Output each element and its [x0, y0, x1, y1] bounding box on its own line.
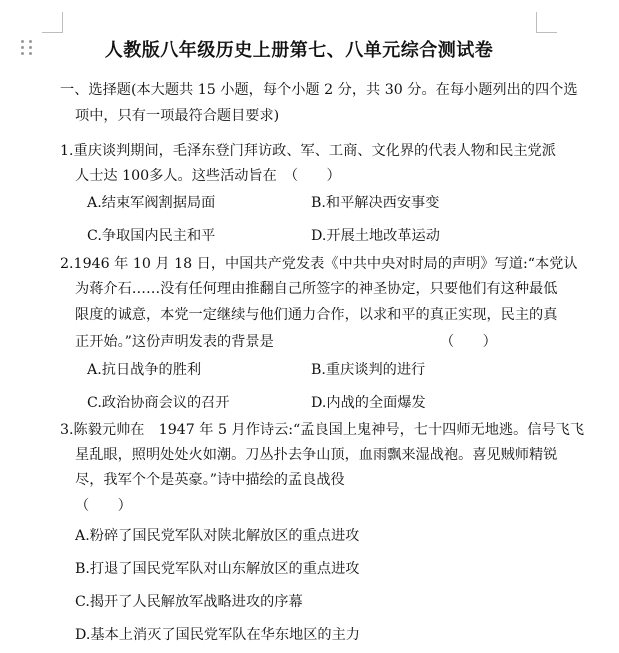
question-2-option-b: B.重庆谈判的进行 — [311, 362, 426, 378]
question-2-stem: 2.1946 年 10 月 18 日，中国共产党发表《中共中央对时局的声明》写道:“本党认 — [60, 256, 578, 272]
question-1-option-c: C.争取国内民主和平 — [87, 228, 216, 244]
question-3-stem-line2: 星乱眼，照明处处火如潮。刀丛扑去争山顶，血雨飘来湿战袍。喜见贼师精锐 — [75, 447, 558, 463]
drag-handle-icon[interactable] — [21, 40, 33, 54]
question-2-option-d: D.内战的全面爆发 — [311, 395, 426, 411]
section-heading: 一、选择题(本大题共 15 小题，每个小题 2 分，共 30 分。在每小题列出的四个选 — [60, 82, 578, 98]
question-1-stem: 1.重庆谈判期间，毛泽东登门拜访政、军、工商、文化界的代表人物和民主党派 — [60, 143, 556, 159]
page-corner-mark-top-right — [536, 12, 557, 33]
question-3-option-b: B.打退了国民党军队对山东解放区的重点进攻 — [75, 561, 360, 577]
question-2-stem-line2: 为蒋介石……没有任何理由推翻自己所签字的神圣协定，只要他们有这种最低 — [75, 281, 558, 297]
question-2-option-c: C.政治协商会议的召开 — [87, 395, 230, 411]
question-1-option-b: B.和平解决西安事变 — [311, 195, 440, 211]
section-heading-cont: 项中，只有一项最符合题目要求) — [75, 108, 280, 124]
question-1-option-d: D.开展土地改革运动 — [311, 228, 440, 244]
question-1-stem-cont: 人士达 100多人。这些活动旨在 （ ） — [75, 168, 341, 184]
question-2-answer-blank: （ ） — [440, 334, 497, 350]
question-2-stem-line4: 正开始。”这份声明发表的背景是 — [75, 334, 274, 350]
question-3-option-c: C.揭开了人民解放军战略进攻的序幕 — [75, 594, 303, 610]
question-2-stem-line3: 限度的诚意，本党一定继续与他们通力合作，以求和平的真正实现，民主的真 — [75, 307, 558, 323]
question-2-option-a: A.抗日战争的胜利 — [87, 362, 202, 378]
question-3-stem: 3.陈毅元帅在 1947 年 5 月作诗云:“孟良国上鬼神号，七十四师无地逃。信号飞飞 — [60, 422, 585, 438]
question-3-option-a: A.粉碎了国民党军队对陕北解放区的重点进攻 — [75, 528, 360, 544]
question-1-option-a: A.结束军阀割据局面 — [87, 195, 216, 211]
page-corner-mark-top-left — [42, 12, 63, 33]
question-3-answer-blank: （ ） — [75, 498, 132, 514]
document-title: 人教版八年级历史上册第七、八单元综合测试卷 — [104, 40, 494, 61]
question-3-option-d: D.基本上消灭了国民党军队在华东地区的主力 — [75, 627, 360, 643]
question-3-stem-line3: 尽，我军个个是英豪。”诗中描绘的孟良战役 — [75, 472, 345, 488]
